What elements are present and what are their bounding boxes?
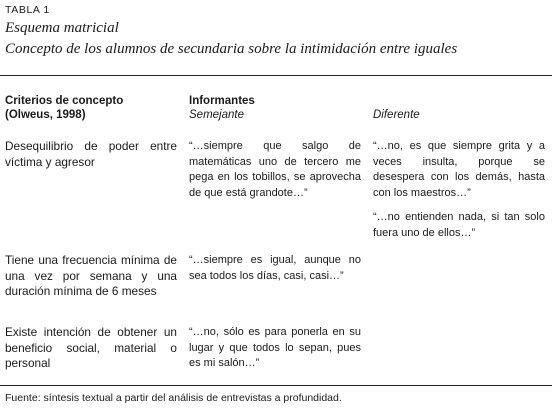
- header-semejante: Semejante: [189, 109, 244, 121]
- header-criteria-line2: (Olweus, 1998): [5, 109, 86, 121]
- source-note: Fuente: síntesis textual a partir del análisis de entrevistas a profundidad.: [5, 392, 342, 404]
- table-title: Esquema matricial: [5, 20, 119, 36]
- header-criteria-line1: Criterios de concepto: [5, 95, 124, 107]
- table-bottom-rule: [0, 385, 552, 386]
- header-diferente: Diferente: [373, 109, 420, 121]
- table-row-2-semejante: “…siempre es igual, aunque no sea todos los días, casi, casi…”: [189, 254, 361, 282]
- table-subtitle: Concepto de los alumnos de secundaria sobre la intimidación entre iguales: [5, 41, 458, 57]
- table-row-1-diferente-2: “…no entienden nada, si tan solo fuera uno de ellos…”: [373, 211, 545, 239]
- header-informantes: Informantes: [189, 95, 255, 107]
- table-row-3-criterion: Existe intención de obtener un beneficio social, material o personal: [5, 325, 177, 370]
- table-row-1-semejante: “…siempre que salgo de matemáticas uno de tercero me pega en los tobillos, se aprovecha de que está grandote…”: [189, 140, 361, 199]
- table-row-1-criterion: Desequilibrio de poder entre víctima y agresor: [5, 139, 177, 169]
- table-row-1-diferente-1: “…no, es que siempre grita y a veces insulta, porque se desespera con los demás, hasta con los maestros…”: [373, 140, 545, 199]
- header-criteria: [5, 94, 177, 122]
- table-number: TABLA 1: [5, 4, 50, 16]
- table-top-rule: [0, 75, 552, 76]
- table-row-2-criterion: Tiene una frecuencia mínima de una vez por semana y una duración mínima de 6 meses: [5, 253, 177, 298]
- table-row-3-semejante: “…no, sólo es para ponerla en su lugar y que todos lo sepan, pues es mi salón…”: [189, 326, 361, 369]
